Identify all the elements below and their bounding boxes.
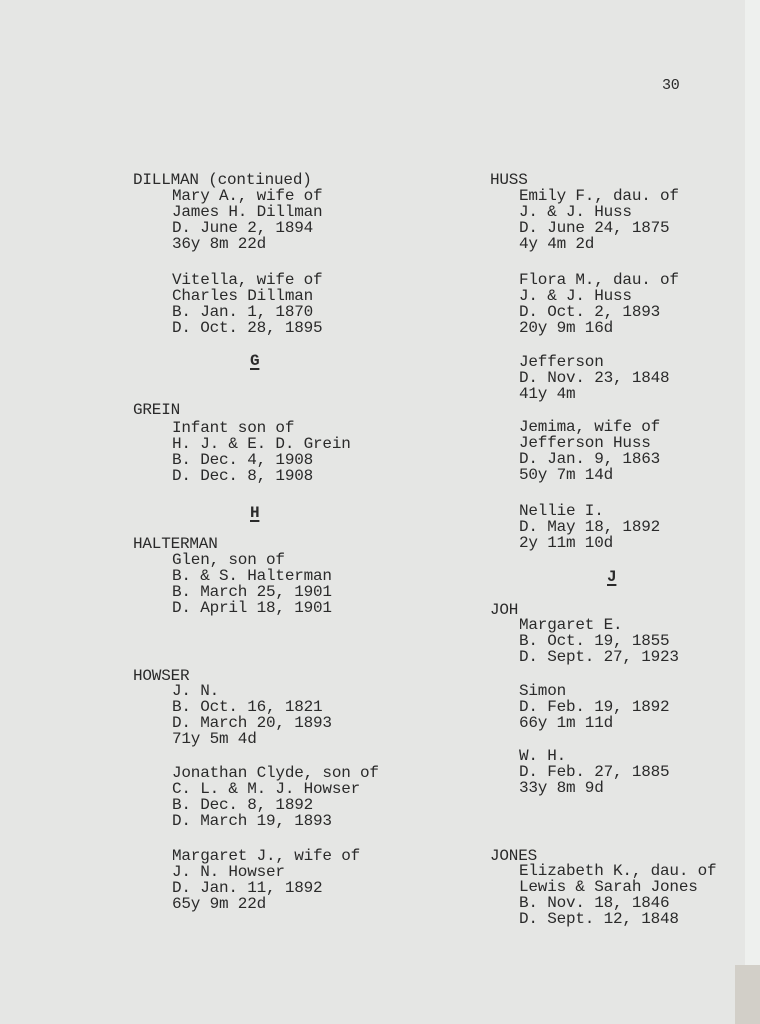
- record-entry: [519, 272, 679, 336]
- record-entry: [172, 552, 332, 616]
- record-line: J. & J. Huss: [519, 287, 632, 305]
- surname-heading: HALTERMAN: [133, 535, 218, 553]
- record-line: B. Dec. 8, 1892: [172, 796, 314, 814]
- record-line: D. Feb. 19, 1892: [519, 698, 670, 716]
- record-line: Jemima, wife of: [519, 418, 661, 436]
- page-edge-shadow: [735, 965, 760, 1024]
- record-line: 33y 8m 9d: [519, 779, 604, 797]
- record-entry: [519, 683, 669, 731]
- surname-heading: JONES: [490, 847, 538, 865]
- record-line: D. April 18, 1901: [172, 599, 332, 617]
- record-entry: [172, 683, 332, 747]
- record-line: 71y 5m 4d: [172, 730, 257, 748]
- record-line: Nellie I.: [519, 502, 604, 520]
- record-line: Simon: [519, 682, 567, 700]
- record-line: Vitella, wife of: [172, 271, 323, 289]
- record-line: W. H.: [519, 747, 567, 765]
- record-entry: [172, 188, 322, 252]
- record-entry: [172, 420, 351, 484]
- record-line: B. & S. Halterman: [172, 567, 332, 585]
- surname-heading: GREIN: [133, 401, 181, 419]
- page-edge: [745, 0, 760, 1024]
- record-line: D. June 2, 1894: [172, 219, 314, 237]
- record-line: 41y 4m: [519, 385, 576, 403]
- record-line: Mary A., wife of: [172, 187, 323, 205]
- record-line: D. Dec. 8, 1908: [172, 467, 314, 485]
- record-line: B. Nov. 18, 1846: [519, 894, 670, 912]
- page-number: 30: [662, 77, 680, 94]
- record-entry: [519, 419, 660, 483]
- record-line: D. Nov. 23, 1848: [519, 369, 670, 387]
- record-entry: [172, 765, 379, 829]
- record-line: Jonathan Clyde, son of: [172, 764, 379, 782]
- record-line: 50y 7m 14d: [519, 466, 614, 484]
- record-entry: [519, 863, 716, 927]
- record-line: 4y 4m 2d: [519, 235, 595, 253]
- record-line: B. Dec. 4, 1908: [172, 451, 314, 469]
- record-line: 65y 9m 22d: [172, 895, 267, 913]
- record-line: 66y 1m 11d: [519, 714, 614, 732]
- record-line: J. & J. Huss: [519, 203, 632, 221]
- record-entry: [519, 503, 660, 551]
- record-line: Jefferson Huss: [519, 434, 651, 452]
- record-line: D. Oct. 28, 1895: [172, 319, 323, 337]
- record-line: 2y 11m 10d: [519, 534, 614, 552]
- record-line: Glen, son of: [172, 551, 285, 569]
- record-line: B. Jan. 1, 1870: [172, 303, 314, 321]
- record-line: D. Jan. 9, 1863: [519, 450, 661, 468]
- record-line: Elizabeth K., dau. of: [519, 862, 717, 880]
- record-line: Margaret E.: [519, 616, 623, 634]
- record-line: Lewis & Sarah Jones: [519, 878, 698, 896]
- alphabet-section-letter: J: [607, 568, 617, 586]
- surname-heading: DILLMAN (continued): [133, 171, 312, 189]
- record-line: D. Sept. 12, 1848: [519, 910, 679, 928]
- record-line: D. March 19, 1893: [172, 812, 332, 830]
- surname-heading: HOWSER: [133, 667, 190, 685]
- record-entry: [519, 188, 679, 252]
- record-line: Flora M., dau. of: [519, 271, 679, 289]
- surname-heading: JOH: [490, 601, 519, 619]
- record-line: D. Jan. 11, 1892: [172, 879, 323, 897]
- record-line: D. March 20, 1893: [172, 714, 332, 732]
- record-line: D. June 24, 1875: [519, 219, 670, 237]
- record-line: Jefferson: [519, 353, 604, 371]
- alphabet-section-letter: G: [250, 352, 260, 370]
- surname-heading: HUSS: [490, 171, 528, 189]
- record-line: Emily F., dau. of: [519, 187, 679, 205]
- record-line: 20y 9m 16d: [519, 319, 614, 337]
- record-line: Charles Dillman: [172, 287, 314, 305]
- record-line: J. N.: [172, 682, 220, 700]
- record-line: H. J. & E. D. Grein: [172, 435, 351, 453]
- record-entry: [172, 848, 360, 912]
- record-line: B. Oct. 19, 1855: [519, 632, 670, 650]
- record-line: J. N. Howser: [172, 863, 285, 881]
- record-entry: [172, 272, 322, 336]
- record-line: B. March 25, 1901: [172, 583, 332, 601]
- record-entry: [519, 354, 669, 402]
- record-entry: [519, 748, 669, 796]
- record-line: James H. Dillman: [172, 203, 323, 221]
- record-line: D. May 18, 1892: [519, 518, 661, 536]
- record-line: 36y 8m 22d: [172, 235, 267, 253]
- record-line: Margaret J., wife of: [172, 847, 361, 865]
- record-line: D. Sept. 27, 1923: [519, 648, 679, 666]
- alphabet-section-letter: H: [250, 504, 260, 522]
- record-line: C. L. & M. J. Howser: [172, 780, 361, 798]
- record-line: D. Feb. 27, 1885: [519, 763, 670, 781]
- record-entry: [519, 617, 679, 665]
- record-line: B. Oct. 16, 1821: [172, 698, 323, 716]
- record-line: Infant son of: [172, 419, 295, 437]
- record-line: D. Oct. 2, 1893: [519, 303, 661, 321]
